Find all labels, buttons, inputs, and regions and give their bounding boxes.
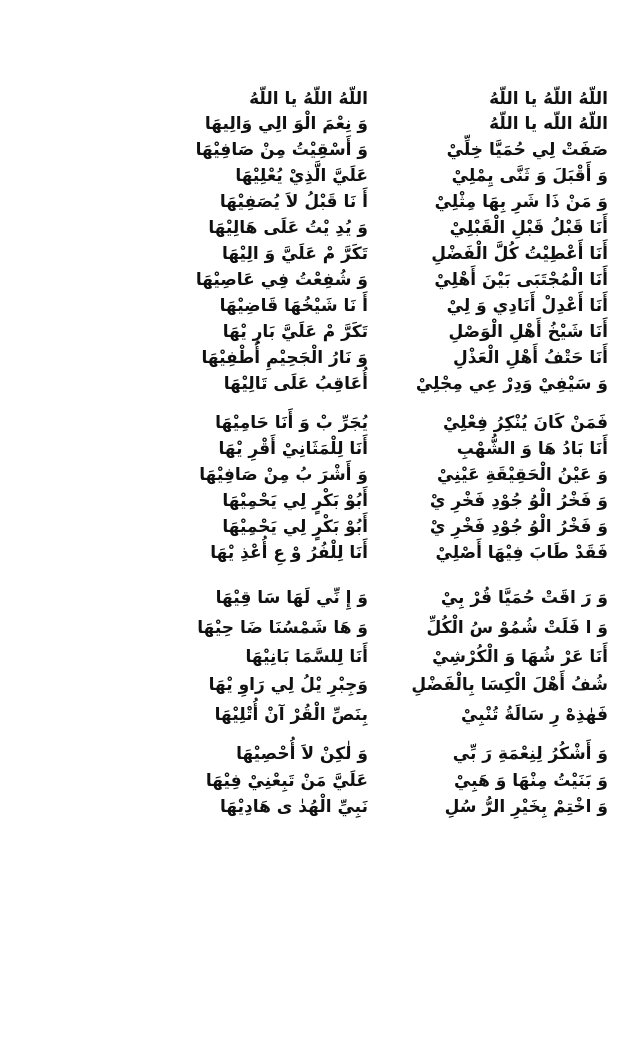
hemistich-right: وَ اخْتِمْ بِخَيْرِ الرُّ سُلِ — [444, 797, 608, 817]
hemistich-left: وَ أَسْقِيْتُ مِنْ صَافِيْهَا — [195, 140, 368, 160]
hemistich-right: أَنَا حَتْفُ أَهْلِ الْعَذْلِ — [453, 348, 608, 368]
hemistich-left: وَ إِ نِّي لَهَا سَا قِيْهَا — [215, 588, 368, 608]
hemistich-right: وَ أَقْبَلَ وَ ثَنَّى يِمْلِيْ — [451, 166, 608, 186]
hemistich-left: بِنَصِّ الْقُرْ آنْ أُتْلِيْهَا — [214, 705, 368, 725]
hemistich-right: أَنَا أَعْدِلْ أَنَادِي وَ لِيْ — [446, 296, 608, 316]
hemistich-right: اللّهُ اللّه يا اللّهُ — [489, 114, 608, 134]
hemistich-left: عَلَيَّ مَنْ تَبِعْنِيْ فِيْهَا — [205, 771, 368, 791]
hemistich-right: فَمَنْ كَانَ يُنْكِرُ فِعْلِيْ — [442, 413, 608, 433]
hemistich-right: وَ ا فَلَتْ شُمُوْ سُ الْكُلِّ — [426, 618, 608, 638]
hemistich-left: أَنَا لِلْمَثَانِيْ أَقْرِ يْهَا — [218, 439, 368, 459]
hemistich-right: وَ رَ اقَتْ حُمَيَّا قُرْ بِيْ — [440, 588, 608, 608]
hemistich-right: أَنَا أَعْطِيْتُ كُلَّ الْفَضْلِ — [431, 244, 608, 264]
hemistich-left: أَبُوْ بَكْرٍ لِي يَحْمِيْهَا — [222, 491, 368, 511]
hemistich-right: شُفُ أَهْلَ الْكِسَا بِالْفَضْلِ — [411, 675, 608, 695]
hemistich-left: عَلَيَّ الَّذِيْ يُعْلِيْهَا — [235, 166, 368, 186]
hemistich-left: أَ نَا قَبْلُ لاَ يُصَفِيْهَا — [219, 192, 368, 212]
hemistich-right: أَنَا قَبْلُ قَبْلِ الْقَبْلِيْ — [449, 218, 608, 238]
hemistich-right: أَنَا شَيْخُ أَهْلِ الْوَصْلِ — [448, 322, 608, 342]
hemistich-right: وَ فَخْرُ الْوُ جُوْدِ فَخْرِ يْ — [429, 517, 608, 537]
hemistich-left: أُعَاقِبُ عَلَى تَالِيْهَا — [223, 374, 368, 394]
hemistich-left: وَ نَارُ الْجَحِيْمِ أُطْفِيْهَا — [201, 348, 368, 368]
hemistich-left: أَبُوْ بَكْرٍ لِي يَحْمِيْهَا — [222, 517, 368, 537]
hemistich-left: تَكَرَّ مْ عَلَيَّ وَ الِيْهَا — [221, 244, 368, 264]
hemistich-right: وَ سَيْفِيْ وَدِرْ عِي مِجْلِيْ — [415, 374, 608, 394]
hemistich-right: فَقَدْ طَابَ فِيْهَا أَصْلِيْ — [435, 543, 608, 563]
hemistich-left: تَكَرَّ مْ عَلَيَّ بَارِ يْهَا — [222, 322, 368, 342]
hemistich-left: نَبِيِّ الْهُدٰ ى هَادِيْهَا — [220, 797, 368, 817]
hemistich-right: وَ بَنَيْتُ مِنْهَا وَ هَبِيْ — [453, 771, 608, 791]
hemistich-right: وَ مَنْ ذَا شَرِ بِهَا مِثْلِيْ — [434, 192, 608, 212]
hemistich-left: وَ شُفِعْتُ فِي عَاصِيْهَا — [195, 270, 368, 290]
hemistich-right: فَهٰذِهْ رِ سَالَةُ تُنْبِيْ — [460, 705, 608, 725]
hemistich-left: وَ يُدِ يْتُ عَلَى هَالِيْهَا — [208, 218, 368, 238]
hemistich-left: وَ أَشْرَ بُ مِنْ صَافِيْهَا — [199, 465, 368, 485]
hemistich-left: اللّهُ اللّهُ يا اللّهُ — [249, 89, 368, 109]
hemistich-left: يُجَرِّ بْ وَ أَنَا حَامِيْهَا — [215, 413, 368, 433]
hemistich-right: أَنَا الْمُجْتَبَى بَيْنَ أَهْلِيْ — [434, 270, 608, 290]
hemistich-left: أَنَا لِلسَّمَا بَانِيْهَا — [245, 647, 368, 667]
hemistich-right: أَنَا بَادُ هَا وَ الشُّهْبِ — [456, 439, 608, 459]
hemistich-left: وَ لٰكِنْ لاَ أُحْصِيْهَا — [236, 744, 368, 764]
hemistich-left: وَجِبْرِ يْلُ لِي رَاوِ يْهَا — [208, 675, 368, 695]
hemistich-right: اللّهُ اللّهُ يا اللّهُ — [489, 89, 608, 109]
hemistich-left: أَنَا لِلْفُرُ وْ عِ أُعْذِ يْهَا — [210, 543, 368, 563]
hemistich-left: وَ هَا شَمْسُنَا ضَا حِيْهَا — [197, 618, 368, 638]
hemistich-right: صَفَتْ لِي حُمَيَّا خِلِّيْ — [446, 140, 608, 160]
hemistich-left: وَ نِعْمَ الْوَ الِي وَالِيهَا — [204, 114, 368, 134]
hemistich-right: أَنَا عَرْ شُهَا وَ الْكُرْشِيْ — [432, 647, 608, 667]
hemistich-right: وَ عَيْنُ الْحَقِيْقَةِ عَيْنِيْ — [436, 465, 608, 485]
hemistich-right: وَ فَخْرُ الْوُ جُوْدِ فَخْرِ يْ — [429, 491, 608, 511]
hemistich-left: أَ نَا شَيْخُهَا قَاضِيْهَا — [219, 296, 368, 316]
hemistich-right: وَ أَشْكُرُ لِنِعْمَةِ رَ بِّي — [452, 744, 608, 764]
